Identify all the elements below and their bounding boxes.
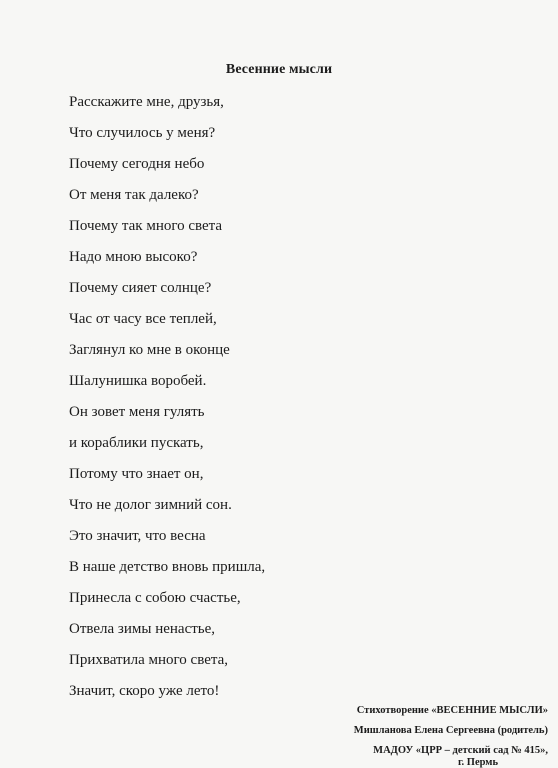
poem-line: Что не долог зимний сон. (69, 497, 232, 513)
poem-line: Час от часу все теплей, (69, 311, 217, 327)
poem-line: Надо мною высоко? (69, 249, 198, 265)
poem-line: Почему сегодня небо (69, 156, 205, 172)
poem-line: и кораблики пускать, (69, 435, 204, 451)
poem-line: Он зовет меня гулять (69, 404, 205, 420)
credits-block (288, 705, 548, 768)
poem-line: В наше детство вновь пришла, (69, 559, 266, 575)
poem-line: От меня так далеко? (69, 187, 199, 203)
credits-organization: МАДОУ «ЦРР – детский сад № 415», (373, 745, 548, 756)
poem-title: Весенние мысли (225, 62, 333, 77)
poem-line: Почему сияет солнце? (69, 280, 212, 296)
poem-body (69, 90, 265, 710)
poem-line: Расскажите мне, друзья, (69, 94, 224, 110)
poem-line: Шалунишка воробей. (69, 373, 207, 389)
poem-line: Отвела зимы ненастье, (69, 621, 216, 637)
credits-poem-label: Стихотворение «ВЕСЕННИЕ МЫСЛИ» (356, 705, 548, 716)
poem-line: Принесла с собою счастье, (69, 590, 241, 606)
poem-line: Заглянул ко мне в оконце (69, 342, 230, 358)
poem-line: Почему так много света (69, 218, 223, 234)
poem-line: Это значит, что весна (69, 528, 206, 544)
poem-line: Потому что знает он, (69, 466, 204, 482)
poem-line: Что случилось у меня? (69, 125, 216, 141)
credits-author: Мишланова Елена Сергеевна (родитель) (353, 725, 548, 736)
poem-line: Прихватила много света, (69, 652, 228, 668)
credits-city: г. Пермь (457, 757, 499, 768)
poem-line: Значит, скоро уже лето! (69, 683, 220, 699)
